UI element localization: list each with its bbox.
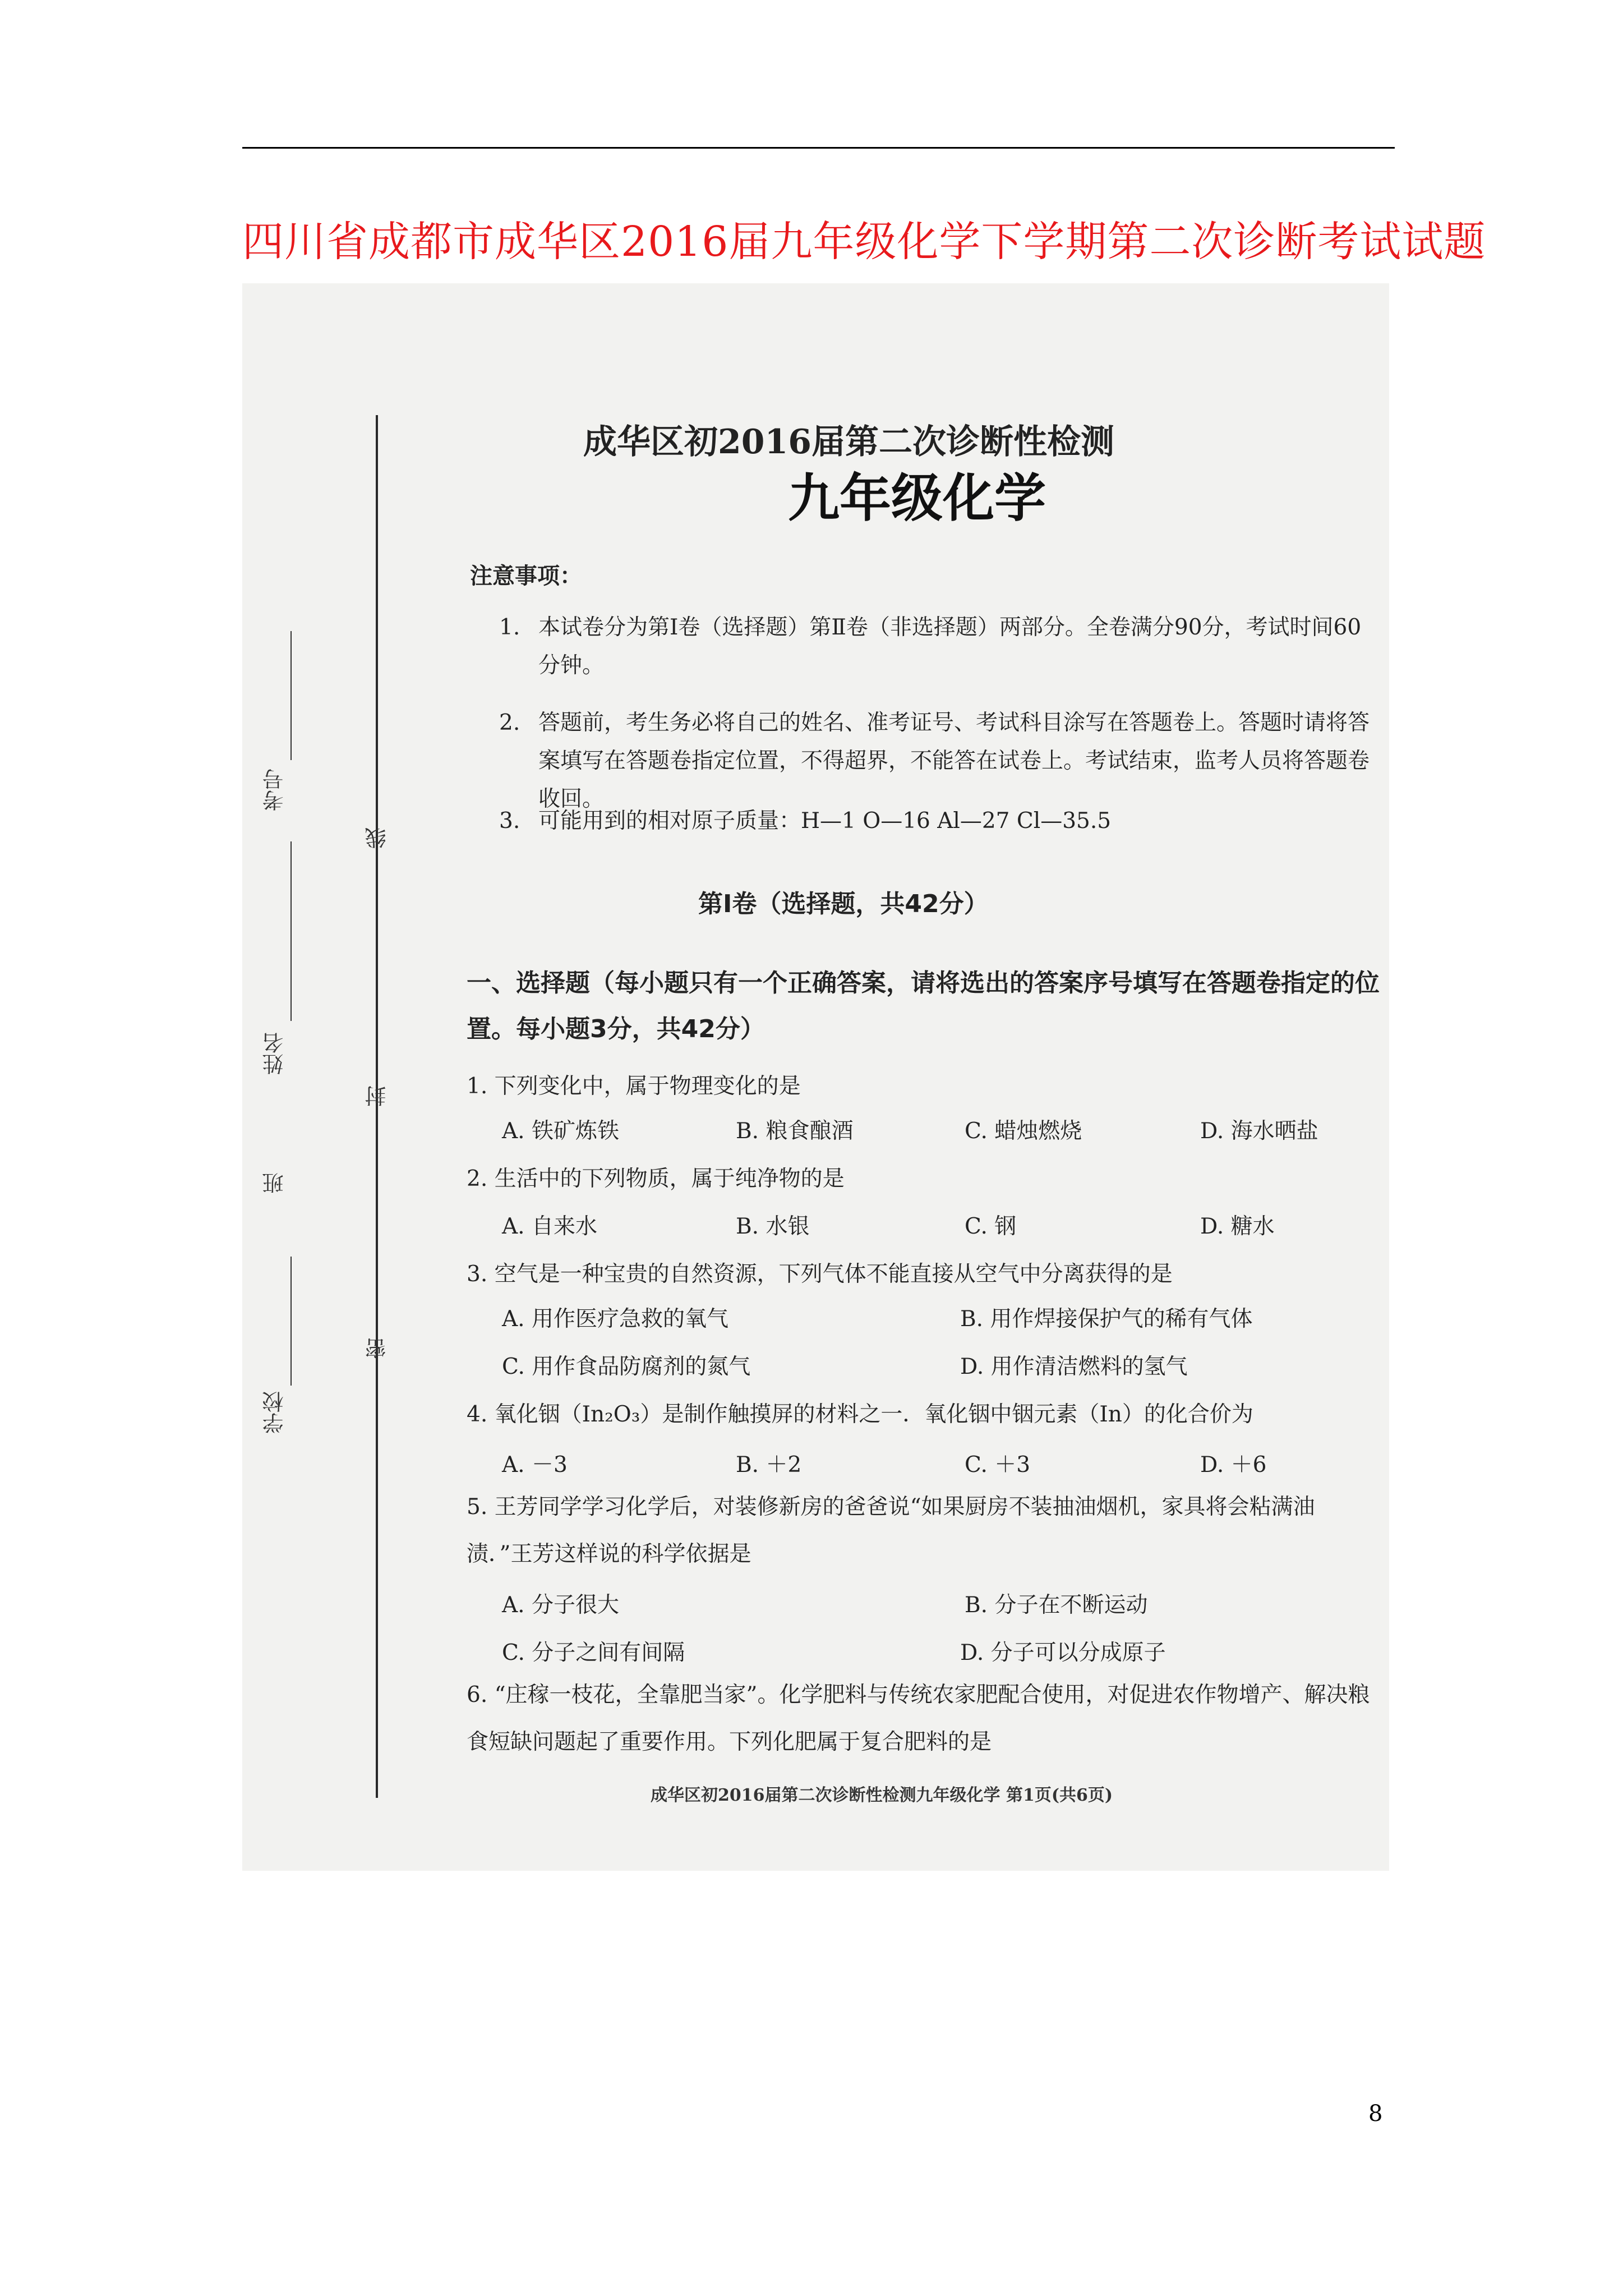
- cut-mark-mi: 密: [365, 1338, 390, 1359]
- margin-label-name: 姓名: [262, 1032, 287, 1075]
- notice-item-text: 本试卷分为第Ⅰ卷（选择题）第Ⅱ卷（非选择题）两部分。全卷满分90分，考试时间60分钟。: [538, 615, 1362, 678]
- question-5-option-b: B. 分子在不断运动: [965, 1593, 1148, 1618]
- question-1-option-b: B. 粮食酿酒: [736, 1119, 854, 1144]
- margin-label-class: 班: [262, 1172, 287, 1194]
- notice-item-number: 3.: [499, 808, 520, 834]
- question-3-option-a: A. 用作医疗急救的氧气: [502, 1306, 728, 1332]
- question-3-option-d: D. 用作清洁燃料的氢气: [960, 1354, 1188, 1379]
- part-1-heading: 第Ⅰ卷（选择题，共42分）: [698, 890, 989, 918]
- document-title: 四川省成都市成华区2016届九年级化学下学期第二次诊断考试试题: [242, 218, 1486, 266]
- question-4-option-d: D. ＋6: [1200, 1452, 1267, 1478]
- question-1-option-c: C. 蜡烛燃烧: [965, 1119, 1082, 1144]
- margin-label-exam-no: 考号: [262, 769, 287, 811]
- exam-title: 成华区初2016届第二次诊断性检测: [583, 422, 1114, 462]
- notice-heading: 注意事项：: [470, 563, 582, 589]
- margin-blank-school: [291, 1257, 292, 1386]
- question-1-option-a: A. 铁矿炼铁: [502, 1119, 619, 1144]
- question-5-stem: 5. 王芳同学学习化学后，对装修新房的爸爸说“如果厨房不装抽油烟机，家具将会粘满油渍．”王芳这样说的科学依据是: [467, 1494, 1315, 1567]
- question-1-option-d: D. 海水晒盐: [1200, 1119, 1318, 1144]
- section-1-heading: 一、选择题（每小题只有一个正确答案，请将选出的答案序号填写在答题卷指定的位置。每小题3分，共42分）: [467, 969, 1380, 1043]
- question-5-option-c: C. 分子之间有间隔: [502, 1640, 685, 1665]
- margin-blank-exam-no: [291, 631, 292, 760]
- notice-item: [499, 609, 1380, 685]
- question-4-option-a: A. －3: [502, 1452, 568, 1478]
- notice-item-number: 2.: [499, 710, 520, 735]
- exam-subject: 九年级化学: [788, 468, 1046, 528]
- question-3-stem: 3. 空气是一种宝贵的自然资源，下列气体不能直接从空气中分离获得的是: [467, 1262, 1173, 1287]
- cut-mark-xian: 线: [365, 827, 390, 849]
- question-4-option-b: B. ＋2: [736, 1452, 802, 1478]
- page-number: 8: [1368, 2101, 1383, 2127]
- question-4-option-c: C. ＋3: [965, 1452, 1031, 1478]
- margin-blank-name: [291, 841, 292, 1021]
- question-6-stem: 6. “庄稼一枝花，全靠肥当家”。化学肥料与传统农家肥配合使用，对促进农作物增产、解决粮食短缺问题起了重要作用。下列化肥属于复合肥料的是: [467, 1682, 1370, 1755]
- question-2-option-c: C. 钢: [965, 1214, 1017, 1239]
- question-2-stem: 2. 生活中的下列物质，属于纯净物的是: [467, 1166, 845, 1191]
- question-5-option-a: A. 分子很大: [502, 1593, 619, 1618]
- cut-mark-feng: 封: [365, 1085, 390, 1107]
- notice-item: [499, 802, 1380, 840]
- question-4-stem: 4. 氧化铟（In₂O₃）是制作触摸屏的材料之一．氧化铟中铟元素（In）的化合价为: [467, 1402, 1253, 1427]
- question-3-option-c: C. 用作食品防腐剂的氮气: [502, 1354, 751, 1379]
- question-2-option-b: B. 水银: [736, 1214, 810, 1239]
- question-2-option-d: D. 糖水: [1200, 1214, 1275, 1239]
- question-5-option-d: D. 分子可以分成原子: [960, 1640, 1166, 1665]
- question-2-option-a: A. 自来水: [502, 1214, 597, 1239]
- notice-item-text: 答题前，考生务必将自己的姓名、准考证号、考试科目涂写在答题卷上。答题时请将答案填写在答题卷指定位置，不得超界，不能答在试卷上。考试结束，监考人员将答题卷收回。: [538, 710, 1370, 812]
- notice-item: [499, 704, 1380, 818]
- margin-label-school: 学校: [262, 1391, 287, 1434]
- scan-page-footer: 成华区初2016届第二次诊断性检测九年级化学 第1页(共6页): [651, 1786, 1113, 1805]
- question-1-stem: 1. 下列变化中，属于物理变化的是: [467, 1074, 801, 1099]
- notice-item-number: 1.: [499, 615, 520, 640]
- header-rule: [242, 147, 1395, 149]
- question-3-option-b: B. 用作焊接保护气的稀有气体: [960, 1306, 1253, 1332]
- notice-item-text: 可能用到的相对原子质量：H—1 O—16 Al—27 Cl—35.5: [538, 808, 1112, 834]
